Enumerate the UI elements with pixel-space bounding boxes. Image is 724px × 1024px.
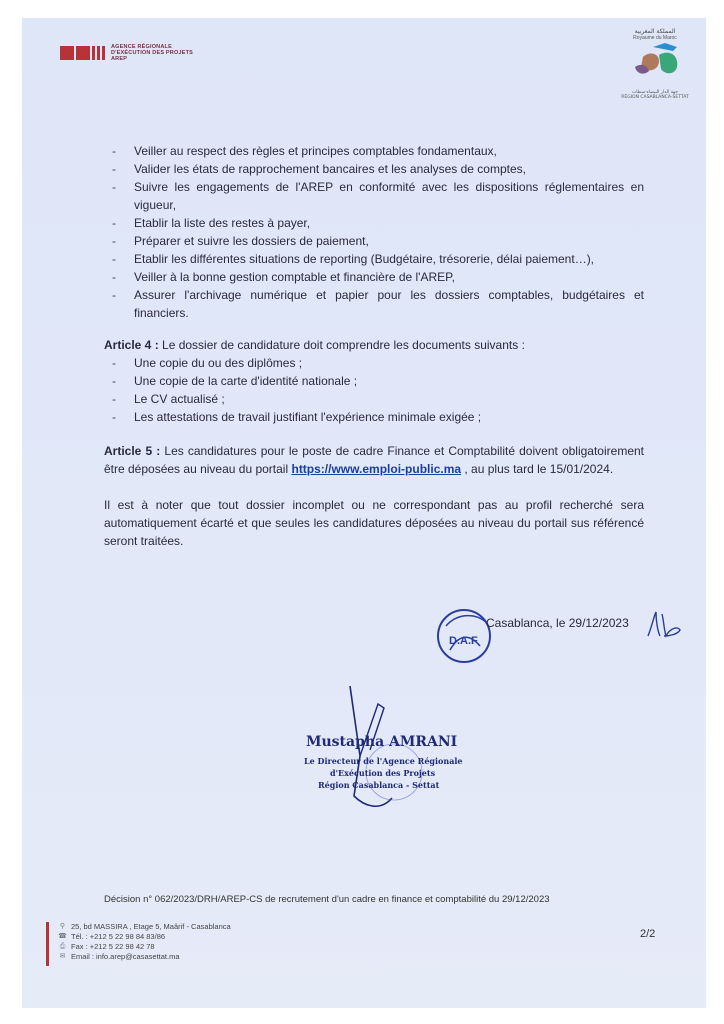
daf-stamp [434,606,494,671]
list-item: - Une copie du ou des diplômes ; [104,354,644,372]
article-4 [104,336,644,426]
list-item: - Suivre les engagements de l'AREP en conformité avec les dispositions réglementaires en vigueur, [104,178,644,214]
footer-fax: Fax : +212 5 22 98 42 78 [71,942,155,951]
article-5-deadline: , au plus tard le 15/01/2024. [464,462,614,476]
director-title-3: Région Casablanca - Settat [318,780,440,790]
footer-phone: Tél. : +212 5 22 98 84 83/86 [71,932,166,941]
list-item: - Assurer l'archivage numérique et papier pour les dossiers comptables, budgétaires et financiers. [104,286,644,322]
daf-stamp-icon [434,606,494,666]
list-item: - Préparer et suivre les dossiers de paiement, [104,232,644,250]
email-icon: ✉ [59,953,66,960]
fax-icon: ⎙ [59,943,66,950]
director-name: Mustapha AMRANI [306,734,458,750]
kingdom-arabic: المملكة المغربية [634,28,676,35]
initials [644,606,684,651]
list-item: - Etablir la liste des restes à payer, [104,214,644,232]
decision-reference: Décision n° 062/2023/DRH/AREP-CS de recrutement d'un cadre en finance et comptabilité du 29/12/2023 [104,894,550,905]
note-paragraph: Il est à noter que tout dossier incomplet ou ne correspondant pas au profil recherché sera automatiquement écarté et que seules les candidatures déposées au niveau du portail sus référencé seront traitées. [104,498,644,548]
agency-line-2: D'EXÉCUTION DES PROJETS [111,50,194,56]
director-title-1: Le Directeur de l'Agence Régionale [304,756,463,766]
article-5 [104,442,644,478]
footer [46,922,686,982]
footer-email: Email : info.arep@casasettat.ma [71,952,180,961]
footer-address: 25, bd MASSIRA , Etage 5, Maârif - Casablanca [71,922,231,931]
agency-line-1: AGENCE RÉGIONALE [111,44,172,50]
article-4-label: Article 4 : [104,338,159,352]
kingdom-french: Royaume du Maroc [633,35,677,41]
agency-line-3: AREP [111,56,128,62]
signature-row [22,616,706,686]
document-body [104,142,644,550]
initials-signature-icon [644,606,684,646]
article-5-label: Article 5 : [104,444,161,458]
location-icon: ⚲ [59,923,66,930]
document-page [22,18,706,1008]
list-item: - Les attestations de travail justifiant l'expérience minimale exigée ; [104,408,644,426]
list-item: - Etablir les différentes situations de reporting (Budgétaire, trésorerie, délai paiement…), [104,250,644,268]
place-date: Casablanca, le 29/12/2023 [486,616,629,630]
page-number: 2/2 [640,928,656,940]
director-signature-block [284,686,484,816]
daf-stamp-text: D.A.F [449,635,478,647]
region-arabic: جهة الدار البيضاء-سطات [632,90,678,95]
arep-logo [60,44,193,62]
region-logo [620,28,690,100]
director-title-2: d'Exécution des Projets [330,768,436,778]
documents-list [104,354,644,426]
article-5-text: Les candidatures pour le poste de cadre Finance et Comptabilité doivent obligatoirement être déposées au niveau du portail [104,444,644,476]
director-signature-icon [284,686,484,816]
missions-list [104,142,644,322]
phone-icon: ☎ [58,933,67,940]
region-french: RÉGION CASABLANCA-SETTAT [621,95,689,100]
portal-link[interactable]: https://www.emploi-public.ma [291,462,462,476]
article-4-text: Le dossier de candidature doit comprendre les documents suivants : [162,338,525,352]
region-emblem-icon [625,41,685,85]
arep-logo-mark [60,46,105,60]
list-item: - Valider les états de rapprochement bancaires et les analyses de comptes, [104,160,644,178]
list-item: - Veiller à la bonne gestion comptable et financière de l'AREP, [104,268,644,286]
list-item: - Une copie de la carte d'identité nationale ; [104,372,644,390]
list-item: - Le CV actualisé ; [104,390,644,408]
footer-accent-bar [46,922,49,966]
list-item: - Veiller au respect des règles et principes comptables fondamentaux, [104,142,644,160]
